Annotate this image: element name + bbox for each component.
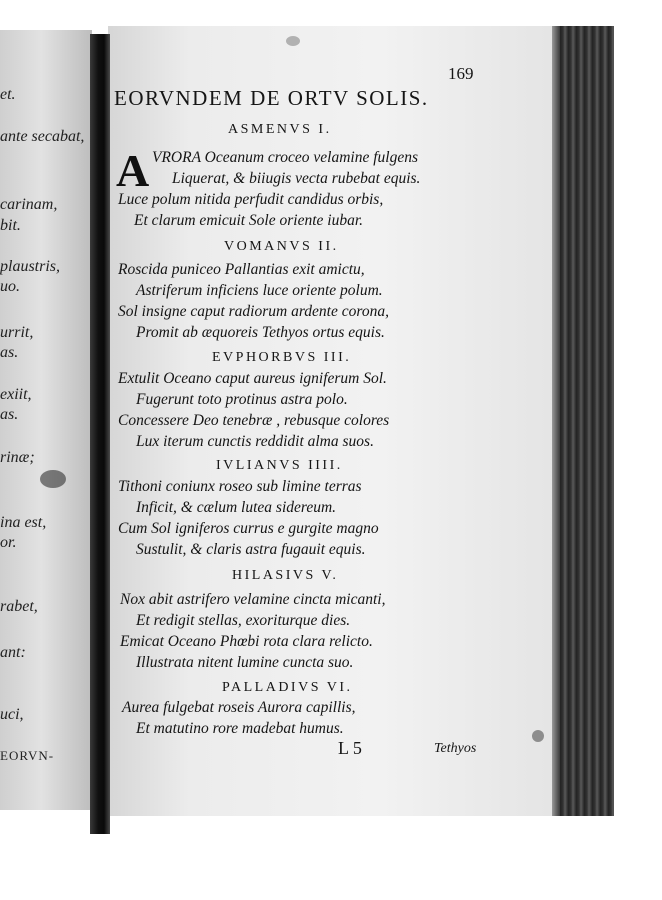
verse-line: Astriferum inficiens luce oriente polum. (136, 282, 383, 299)
left-page-fragment: uo. (0, 278, 20, 295)
ink-stain (532, 730, 544, 742)
verse-line: Emicat Oceano Phœbi rota clara relicto. (120, 633, 373, 650)
left-page-fragment: rinæ; (0, 449, 35, 466)
verse-line: Promit ab æquoreis Tethyos ortus equis. (136, 324, 385, 341)
poem-author: VOMANVS II. (224, 239, 339, 254)
poem-author: IVLIANVS IIII. (216, 458, 343, 473)
left-page-fragment: urrit, (0, 324, 34, 341)
left-page-fragment: ina est, (0, 514, 47, 531)
page-edges (552, 26, 614, 816)
left-page (0, 30, 92, 810)
verse-line: Et matutino rore madebat humus. (136, 720, 344, 737)
verse-line: Liquerat, & biiugis vecta rubebat equis. (172, 170, 421, 187)
book-gutter (90, 34, 110, 834)
left-page-fragment: et. (0, 86, 16, 103)
verse-line: Illustrata nitent lumine cuncta suo. (136, 654, 354, 671)
verse-line: Fugerunt toto protinus astra polo. (136, 391, 348, 408)
left-page-fragment: exiit, (0, 386, 32, 403)
verse-line: Inficit, & cælum lutea sidereum. (136, 499, 337, 516)
verse-line: Roscida puniceo Pallantias exit amictu, (118, 261, 365, 278)
left-page-fragment: bit. (0, 217, 21, 234)
left-page-fragment: rabet, (0, 598, 38, 615)
poem-author: HILASIVS V. (232, 568, 339, 583)
catchword: Tethyos (434, 741, 477, 756)
verse-line: Sol insigne caput radiorum ardente corona, (118, 303, 389, 320)
verse-line: Concessere Deo tenebræ , rebusque colores (118, 412, 390, 429)
verse-line: Lux iterum cunctis reddidit alma suos. (136, 433, 374, 450)
page-number: 169 (448, 64, 474, 83)
left-page-fragment: as. (0, 406, 19, 423)
verse-line: Tithoni coniunx roseo sub limine terras (118, 478, 362, 495)
verse-line: Cum Sol igniferos currus e gurgite magno (118, 520, 379, 537)
left-page-catchword: EORVN- (0, 748, 55, 763)
verse-line: Luce polum nitida perfudit candidus orbis, (118, 191, 384, 208)
left-page-fragment: ant: (0, 644, 26, 661)
poem-author: PALLADIVS VI. (222, 680, 353, 695)
verse-line: Extulit Oceano caput aureus igniferum Sol. (118, 370, 387, 387)
running-head: EORVNDEM DE ORTV SOLIS. (114, 86, 429, 110)
verse-line: Aurea fulgebat roseis Aurora capillis, (122, 699, 356, 716)
verse-line: Et clarum emicuit Sole oriente iubar. (134, 212, 364, 229)
verse-line: Et redigit stellas, exoriturque dies. (136, 612, 351, 629)
drop-cap: A (116, 145, 150, 196)
left-page-fragment: plaustris, (0, 258, 61, 275)
verse-line: Sustulit, & claris astra fugauit equis. (136, 541, 366, 558)
verse-line: VRORA Oceanum croceo velamine fulgens (152, 149, 418, 166)
verse-line: Nox abit astrifero velamine cincta micanti, (120, 591, 386, 608)
left-page-fragment: carinam, (0, 196, 58, 213)
left-page-fragment: or. (0, 534, 17, 551)
signature-mark: L 5 (338, 738, 362, 758)
ink-stain (40, 470, 66, 488)
ink-stain (286, 36, 300, 46)
left-page-fragment: as. (0, 344, 19, 361)
left-page-fragment: uci, (0, 706, 24, 723)
poem-author: ASMENVS I. (228, 122, 332, 137)
poem-author: EVPHORBVS III. (212, 350, 352, 365)
left-page-fragment: ante secabat, (0, 128, 85, 145)
